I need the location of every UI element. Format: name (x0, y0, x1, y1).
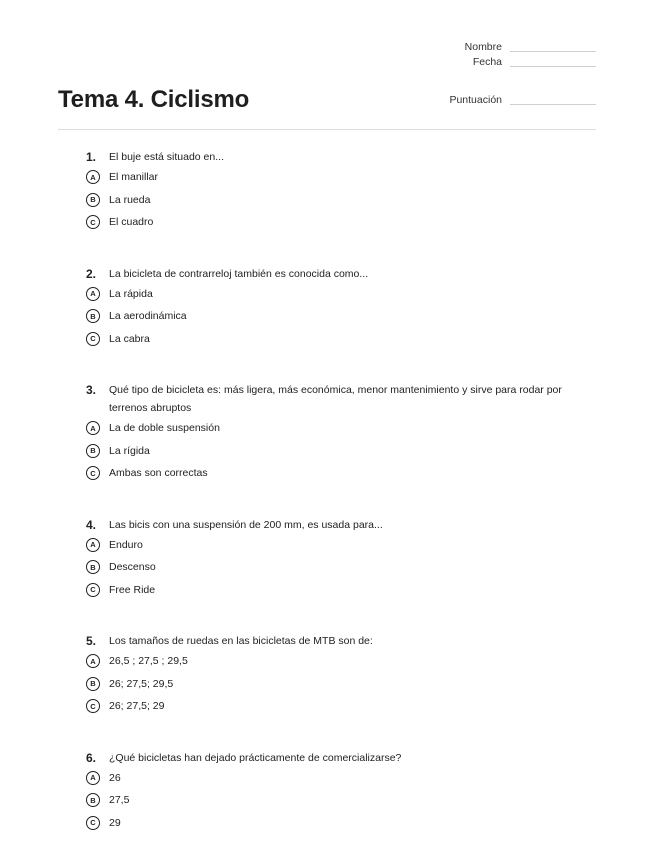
option-letter-circle[interactable]: A (86, 287, 100, 301)
option-letter-circle[interactable]: A (86, 421, 100, 435)
option-text: 27,5 (109, 794, 130, 807)
score-label: Puntuación (449, 94, 502, 106)
option-letter-circle[interactable]: A (86, 170, 100, 184)
option-text: Descenso (109, 561, 156, 574)
option-text: 26; 27,5; 29 (109, 700, 165, 713)
option-text: La de doble suspensión (109, 422, 220, 435)
option-letter-circle[interactable]: B (86, 444, 100, 458)
question-header (86, 749, 596, 767)
option-letter-circle[interactable]: C (86, 332, 100, 346)
option-letter-circle[interactable]: C (86, 816, 100, 830)
answer-option[interactable] (86, 556, 596, 579)
option-text: 26 (109, 771, 121, 784)
question-number: 2. (86, 266, 97, 281)
answer-option[interactable] (86, 166, 596, 189)
option-letter-circle[interactable]: B (86, 677, 100, 691)
option-letter-circle[interactable]: C (86, 583, 100, 597)
option-letter-circle[interactable]: B (86, 560, 100, 574)
answer-option[interactable] (86, 812, 596, 835)
option-text: La aerodinámica (109, 310, 187, 323)
question-list (86, 148, 596, 865)
question-item (86, 265, 596, 351)
page-title: Tema 4. Ciclismo (58, 86, 250, 113)
answer-option[interactable] (86, 283, 596, 306)
question-item (86, 381, 596, 485)
question-header (86, 516, 596, 534)
answer-option[interactable] (86, 673, 596, 696)
option-text: 26,5 ; 27,5 ; 29,5 (109, 655, 188, 668)
answer-option[interactable] (86, 695, 596, 718)
option-letter-circle[interactable]: C (86, 699, 100, 713)
question-text: Qué tipo de bicicleta es: más ligera, más económica, menor mantenimiento y sirve para rodar por terrenos abruptos (109, 384, 562, 414)
question-header (86, 632, 596, 650)
option-text: Free Ride (109, 583, 156, 596)
answer-option[interactable] (86, 767, 596, 790)
question-number: 4. (86, 517, 97, 532)
option-text: El cuadro (109, 216, 154, 229)
question-number: 1. (86, 150, 97, 164)
score-field (432, 93, 596, 107)
question-number: 5. (86, 634, 97, 648)
answer-option[interactable] (86, 417, 596, 440)
option-letter-circle[interactable]: C (86, 466, 100, 480)
option-text: La cabra (109, 332, 150, 345)
question-item (86, 749, 596, 835)
name-field (432, 40, 596, 54)
question-text: ¿Qué bicicletas han dejado prácticamente de comercializarse? (109, 751, 402, 764)
question-text: Los tamaños de ruedas en las bicicletas de MTB son de: (109, 635, 373, 647)
question-header (86, 265, 596, 283)
option-text: La rígida (109, 444, 150, 457)
option-text: El manillar (109, 171, 159, 184)
header-divider (58, 129, 596, 130)
option-letter-circle[interactable]: A (86, 771, 100, 785)
question-item (86, 148, 596, 234)
option-text: La rápida (109, 287, 153, 300)
name-label: Nombre (464, 41, 502, 53)
answer-option[interactable] (86, 462, 596, 485)
question-item (86, 632, 596, 718)
option-text: Enduro (109, 538, 143, 551)
score-line[interactable] (510, 96, 596, 105)
option-letter-circle[interactable]: B (86, 193, 100, 207)
answer-option[interactable] (86, 328, 596, 351)
date-line[interactable] (510, 58, 596, 67)
option-letter-circle[interactable]: B (86, 793, 100, 807)
question-item (86, 516, 596, 602)
option-letter-circle[interactable]: A (86, 654, 100, 668)
answer-option[interactable] (86, 440, 596, 463)
answer-option[interactable] (86, 305, 596, 328)
option-text: Ambas son correctas (109, 467, 208, 480)
option-text: 29 (109, 816, 121, 829)
answer-option[interactable] (86, 534, 596, 557)
question-text: El buje está situado en... (109, 151, 224, 163)
option-text: 26; 27,5; 29,5 (109, 677, 174, 690)
option-letter-circle[interactable]: B (86, 309, 100, 323)
name-line[interactable] (510, 43, 596, 52)
option-letter-circle[interactable]: C (86, 215, 100, 229)
answer-option[interactable] (86, 211, 596, 234)
answer-option[interactable] (86, 650, 596, 673)
date-label: Fecha (472, 56, 502, 68)
question-number: 6. (86, 750, 97, 765)
question-number: 3. (86, 383, 97, 397)
question-header (86, 381, 596, 417)
date-field (432, 55, 596, 69)
answer-option[interactable] (86, 579, 596, 602)
answer-option[interactable] (86, 189, 596, 212)
question-text: Las bicis con una suspensión de 200 mm, es usada para... (109, 518, 383, 531)
option-text: La rueda (109, 193, 151, 206)
question-header (86, 148, 596, 166)
question-text: La bicicleta de contrarreloj también es conocida como... (109, 267, 369, 280)
answer-option[interactable] (86, 789, 596, 812)
option-letter-circle[interactable]: A (86, 538, 100, 552)
